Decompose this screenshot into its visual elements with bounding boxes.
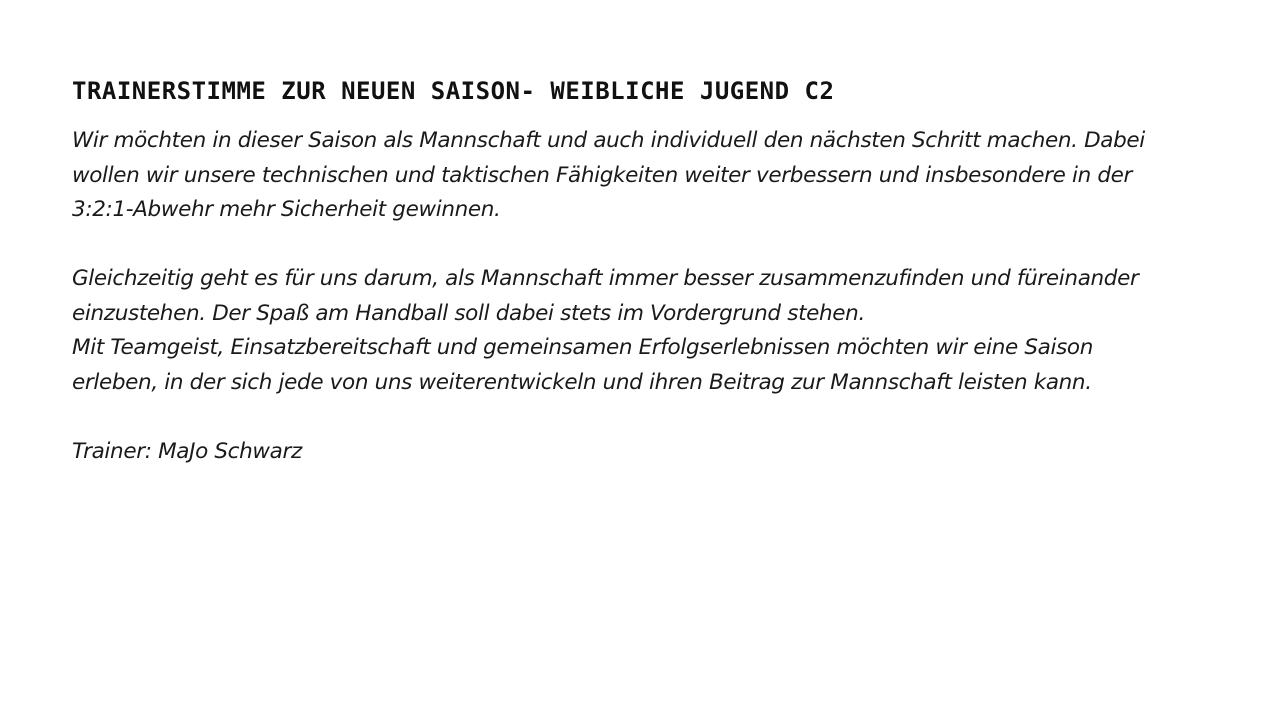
paragraph-line: erleben, in der sich jede von uns weiterentwickeln und ihren Beitrag zur Mannschaft leisten kann. bbox=[72, 369, 1092, 395]
paragraph-line: Mit Teamgeist, Einsatzbereitschaft und gemeinsamen Erfolgserlebnissen möchten wir eine Saison bbox=[72, 335, 1094, 360]
paragraph-line: wollen wir unsere technischen und taktischen Fähigkeiten weiter verbessern und insbesondere in der bbox=[72, 162, 1133, 188]
paragraph-team bbox=[72, 262, 1208, 400]
paragraph-spacer bbox=[72, 400, 1208, 435]
paragraph-intro bbox=[72, 124, 1208, 228]
trainer-signature: Trainer: MaJo Schwarz bbox=[72, 438, 302, 464]
paragraph-spacer bbox=[72, 228, 1208, 263]
article-body bbox=[72, 124, 1208, 469]
article-title: TRAINERSTIMME ZUR NEUEN SAISON- WEIBLICHE JUGEND C2 bbox=[72, 77, 835, 105]
paragraph-line: 3:2:1-Abwehr mehr Sicherheit gewinnen. bbox=[72, 197, 501, 222]
paragraph-line: einzustehen. Der Spaß am Handball soll dabei stets im Vordergrund stehen. bbox=[72, 300, 865, 326]
article bbox=[72, 74, 1208, 469]
paragraph-line: Gleichzeitig geht es für uns darum, als Mannschaft immer besser zusammenzufinden und füreinander bbox=[72, 266, 1139, 291]
paragraph-line: Wir möchten in dieser Saison als Mannschaft und auch individuell den nächsten Schritt machen. Dabei bbox=[72, 128, 1145, 153]
